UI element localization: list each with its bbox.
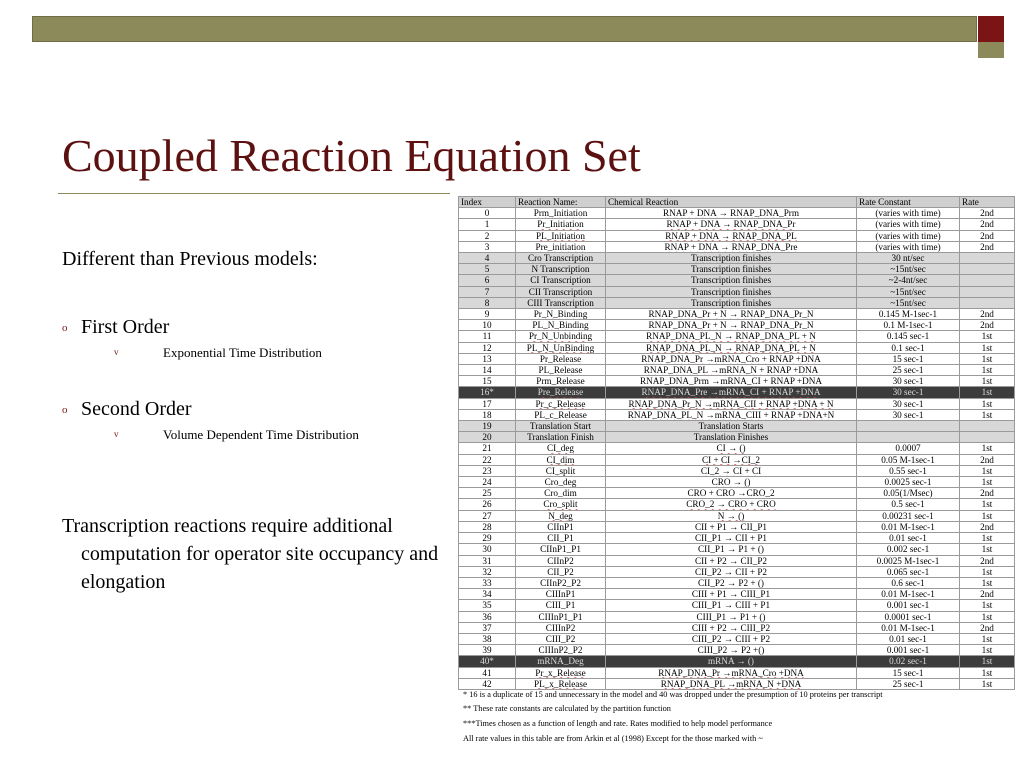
sub-bullet-volume: Volume Dependent Time Distribution	[163, 427, 359, 442]
transcription-paragraph: Transcription reactions require additional computation for operator site occupancy and elongation	[62, 515, 439, 593]
cell-reaction-name: PL_Initiation	[516, 230, 606, 241]
cell-reaction-name: CI_dim	[516, 454, 606, 465]
cell-reaction-name: N Transcription	[516, 264, 606, 275]
cell-reaction-name: Pr_x_Release	[516, 667, 606, 678]
cell-index: 33	[459, 577, 516, 588]
cell-rate-constant: 0.05(1/Msec)	[857, 488, 960, 499]
cell-rate-order: 1st	[960, 577, 1015, 588]
reaction-table-container	[458, 196, 1014, 690]
cell-index: 30	[459, 544, 516, 555]
cell-index: 18	[459, 409, 516, 420]
cell-index: 24	[459, 477, 516, 488]
cell-chemical-reaction: RNAP_DNA_Pr →mRNA_Cro +DNA	[606, 667, 857, 678]
cell-rate-constant: 25 sec-1	[857, 365, 960, 376]
cell-index: 2	[459, 230, 516, 241]
table-row	[459, 499, 1015, 510]
cell-chemical-reaction: CIII + P1 → CIII_P1	[606, 589, 857, 600]
cell-rate-order: 1st	[960, 477, 1015, 488]
cell-chemical-reaction: N → ()	[606, 510, 857, 521]
cell-rate-order: 1st	[960, 510, 1015, 521]
cell-rate-order	[960, 432, 1015, 443]
table-row	[459, 342, 1015, 353]
cell-rate-constant	[857, 432, 960, 443]
cell-rate-constant: 30 sec-1	[857, 398, 960, 409]
cell-reaction-name: Prm_Release	[516, 376, 606, 387]
cell-reaction-name: PL_N_UnBinding	[516, 342, 606, 353]
header-chemical-reaction: Chemical Reaction	[606, 197, 857, 208]
cell-rate-order: 1st	[960, 331, 1015, 342]
cell-index: 32	[459, 566, 516, 577]
cell-index: 36	[459, 611, 516, 622]
cell-index: 12	[459, 342, 516, 353]
table-body	[459, 208, 1015, 690]
cell-chemical-reaction: Transcription finishes	[606, 286, 857, 297]
cell-index: 20	[459, 432, 516, 443]
table-row	[459, 409, 1015, 420]
cell-index: 0	[459, 208, 516, 219]
cell-rate-order	[960, 264, 1015, 275]
cell-rate-order: 2nd	[960, 555, 1015, 566]
cell-index: 15	[459, 376, 516, 387]
cell-index: 25	[459, 488, 516, 499]
cell-index: 3	[459, 241, 516, 252]
cell-reaction-name: CIInP1_P1	[516, 544, 606, 555]
cell-index: 38	[459, 633, 516, 644]
cell-rate-constant: ~15nt/sec	[857, 297, 960, 308]
table-row	[459, 387, 1015, 398]
cell-index: 14	[459, 365, 516, 376]
cell-index: 40*	[459, 656, 516, 667]
cell-reaction-name: CI_deg	[516, 443, 606, 454]
table-row	[459, 645, 1015, 656]
cell-index: 42	[459, 678, 516, 689]
cell-reaction-name: Cro_dim	[516, 488, 606, 499]
cell-reaction-name: Translation Start	[516, 421, 606, 432]
cell-reaction-name: Pre_Release	[516, 387, 606, 398]
cell-rate-constant	[857, 421, 960, 432]
cell-index: 8	[459, 297, 516, 308]
cell-reaction-name: PL_Release	[516, 365, 606, 376]
cell-rate-order: 1st	[960, 409, 1015, 420]
cell-chemical-reaction: Translation Finishes	[606, 432, 857, 443]
cell-chemical-reaction: CIII + P2 → CIII_P2	[606, 622, 857, 633]
cell-chemical-reaction: RNAP + DNA → RNAP_DNA_Pre	[606, 241, 857, 252]
cell-rate-order: 2nd	[960, 230, 1015, 241]
cell-reaction-name: N_deg	[516, 510, 606, 521]
table-row	[459, 521, 1015, 532]
cell-chemical-reaction: Transcription finishes	[606, 297, 857, 308]
table-row	[459, 320, 1015, 331]
cell-index: 26	[459, 499, 516, 510]
cell-reaction-name: Pr_c_Release	[516, 398, 606, 409]
cell-reaction-name: CII_P2	[516, 566, 606, 577]
cell-rate-order	[960, 421, 1015, 432]
cell-reaction-name: CI Transcription	[516, 275, 606, 286]
cell-rate-constant: 0.55 sec-1	[857, 465, 960, 476]
cell-reaction-name: CII_P1	[516, 533, 606, 544]
table-row	[459, 443, 1015, 454]
cell-chemical-reaction: RNAP_DNA_Pr →mRNA_Cro + RNAP +DNA	[606, 353, 857, 364]
cell-chemical-reaction: RNAP + DNA → RNAP_DNA_PL	[606, 230, 857, 241]
cell-rate-order: 1st	[960, 376, 1015, 387]
cell-rate-order	[960, 275, 1015, 286]
table-row	[459, 477, 1015, 488]
cell-rate-constant: 25 sec-1	[857, 678, 960, 689]
sub-bullet-marker: v	[114, 429, 119, 439]
header-reaction-name: Reaction Name:	[516, 197, 606, 208]
cell-rate-order: 2nd	[960, 309, 1015, 320]
cell-rate-constant: 0.002 sec-1	[857, 544, 960, 555]
cell-chemical-reaction: CRO + CRO →CRO_2	[606, 488, 857, 499]
cell-rate-order: 2nd	[960, 488, 1015, 499]
cell-reaction-name: Translation Finish	[516, 432, 606, 443]
cell-rate-order: 1st	[960, 499, 1015, 510]
cell-rate-constant: 0.01 M-1sec-1	[857, 589, 960, 600]
cell-rate-constant: 30 nt/sec	[857, 253, 960, 264]
cell-chemical-reaction: CII + P1 → CII_P1	[606, 521, 857, 532]
table-row	[459, 253, 1015, 264]
cell-rate-order: 2nd	[960, 622, 1015, 633]
cell-index: 16*	[459, 387, 516, 398]
cell-index: 34	[459, 589, 516, 600]
table-row	[459, 633, 1015, 644]
table-row	[459, 544, 1015, 555]
cell-index: 11	[459, 331, 516, 342]
cell-index: 19	[459, 421, 516, 432]
footnote-2: ** These rate constants are calculated by the partition function	[463, 704, 671, 713]
table-row	[459, 241, 1015, 252]
cell-reaction-name: Pre_initiation	[516, 241, 606, 252]
table-row	[459, 600, 1015, 611]
cell-index: 41	[459, 667, 516, 678]
cell-rate-order	[960, 253, 1015, 264]
cell-rate-constant: (varies with time)	[857, 219, 960, 230]
table-row	[459, 611, 1015, 622]
table-row	[459, 264, 1015, 275]
table-header-row	[459, 197, 1015, 208]
cell-index: 9	[459, 309, 516, 320]
cell-rate-constant: 0.001 sec-1	[857, 645, 960, 656]
cell-chemical-reaction: RNAP_DNA_PL_N → RNAP_DNA_PL + N	[606, 342, 857, 353]
cell-index: 31	[459, 555, 516, 566]
table-row	[459, 533, 1015, 544]
cell-reaction-name: CII Transcription	[516, 286, 606, 297]
cell-rate-constant: 30 sec-1	[857, 409, 960, 420]
cell-rate-constant: (varies with time)	[857, 230, 960, 241]
cell-rate-constant: 0.01 M-1sec-1	[857, 622, 960, 633]
bullet-second-order: Second Order	[81, 398, 192, 420]
cell-index: 28	[459, 521, 516, 532]
cell-index: 27	[459, 510, 516, 521]
cell-chemical-reaction: CIII_P1 → P1 + ()	[606, 611, 857, 622]
cell-index: 4	[459, 253, 516, 264]
cell-rate-order: 1st	[960, 656, 1015, 667]
cell-rate-order: 1st	[960, 398, 1015, 409]
cell-index: 22	[459, 454, 516, 465]
cell-reaction-name: CIII Transcription	[516, 297, 606, 308]
table-row	[459, 678, 1015, 689]
cell-chemical-reaction: CII_P1 → CII + P1	[606, 533, 857, 544]
cell-index: 37	[459, 622, 516, 633]
table-row	[459, 230, 1015, 241]
cell-rate-constant: 0.02 sec-1	[857, 656, 960, 667]
cell-rate-constant: 0.0001 sec-1	[857, 611, 960, 622]
cell-chemical-reaction: CIII_P2 → P2 +()	[606, 645, 857, 656]
cell-rate-constant: ~15nt/sec	[857, 286, 960, 297]
top-decorative-bar	[32, 16, 977, 42]
table-row	[459, 219, 1015, 230]
cell-chemical-reaction: RNAP_DNA_Pre →mRNA_CI + RNAP +DNA	[606, 387, 857, 398]
cell-index: 35	[459, 600, 516, 611]
cell-chemical-reaction: RNAP + DNA → RNAP_DNA_Prm	[606, 208, 857, 219]
title-underline	[58, 193, 450, 194]
cell-chemical-reaction: Translation Starts	[606, 421, 857, 432]
slide-title: Coupled Reaction Equation Set	[62, 130, 641, 181]
cell-index: 6	[459, 275, 516, 286]
cell-reaction-name: Prm_Initiation	[516, 208, 606, 219]
cell-chemical-reaction: CRO → ()	[606, 477, 857, 488]
cell-chemical-reaction: RNAP_DNA_Pr_N →mRNA_CII + RNAP +DNA + N	[606, 398, 857, 409]
cell-rate-order: 1st	[960, 465, 1015, 476]
cell-rate-constant: 0.145 M-1sec-1	[857, 309, 960, 320]
table-row	[459, 286, 1015, 297]
cell-index: 10	[459, 320, 516, 331]
cell-index: 7	[459, 286, 516, 297]
cell-rate-order: 1st	[960, 533, 1015, 544]
cell-rate-order: 1st	[960, 443, 1015, 454]
cell-reaction-name: CIIInP2	[516, 622, 606, 633]
cell-rate-constant: 15 sec-1	[857, 667, 960, 678]
cell-reaction-name: PL_x_Release	[516, 678, 606, 689]
cell-rate-order: 1st	[960, 633, 1015, 644]
cell-index: 23	[459, 465, 516, 476]
cell-reaction-name: Cro_deg	[516, 477, 606, 488]
cell-rate-constant: 0.01 sec-1	[857, 533, 960, 544]
cell-rate-constant: 0.0025 sec-1	[857, 477, 960, 488]
cell-rate-constant: 30 sec-1	[857, 387, 960, 398]
cell-index: 13	[459, 353, 516, 364]
cell-rate-order: 2nd	[960, 320, 1015, 331]
cell-chemical-reaction: CI + CI →CI_2	[606, 454, 857, 465]
cell-reaction-name: CIInP2	[516, 555, 606, 566]
cell-rate-constant: 0.01 sec-1	[857, 633, 960, 644]
table-row	[459, 555, 1015, 566]
cell-rate-order: 1st	[960, 611, 1015, 622]
cell-rate-constant: 15 sec-1	[857, 353, 960, 364]
cell-rate-order: 2nd	[960, 521, 1015, 532]
cell-reaction-name: Pr_N_Binding	[516, 309, 606, 320]
cell-chemical-reaction: RNAP_DNA_Pr + N → RNAP_DNA_Pr_N	[606, 320, 857, 331]
cell-rate-constant: (varies with time)	[857, 208, 960, 219]
table-row	[459, 432, 1015, 443]
cell-rate-constant: 0.1 M-1sec-1	[857, 320, 960, 331]
cell-rate-constant: 0.05 M-1sec-1	[857, 454, 960, 465]
cell-rate-constant: 0.01 M-1sec-1	[857, 521, 960, 532]
cell-chemical-reaction: Transcription finishes	[606, 264, 857, 275]
cell-chemical-reaction: RNAP_DNA_Prm →mRNA_CI + RNAP +DNA	[606, 376, 857, 387]
table-row	[459, 208, 1015, 219]
cell-chemical-reaction: CI → ()	[606, 443, 857, 454]
sub-bullet-marker: v	[114, 347, 119, 357]
table-row	[459, 488, 1015, 499]
corner-square-olive	[978, 42, 1004, 58]
bullet-first-order: First Order	[81, 316, 170, 338]
cell-reaction-name: PL_N_Binding	[516, 320, 606, 331]
cell-reaction-name: CIIInP1	[516, 589, 606, 600]
cell-rate-constant: 0.0025 M-1sec-1	[857, 555, 960, 566]
header-index: Index	[459, 197, 516, 208]
cell-reaction-name: Pr_Release	[516, 353, 606, 364]
table-row	[459, 656, 1015, 667]
cell-rate-constant: 0.145 sec-1	[857, 331, 960, 342]
cell-rate-constant: 0.6 sec-1	[857, 577, 960, 588]
cell-reaction-name: Cro Transcription	[516, 253, 606, 264]
cell-rate-constant: 0.00231 sec-1	[857, 510, 960, 521]
cell-chemical-reaction: RNAP_DNA_PL →mRNA_N + RNAP +DNA	[606, 365, 857, 376]
table-row	[459, 275, 1015, 286]
cell-index: 17	[459, 398, 516, 409]
cell-index: 39	[459, 645, 516, 656]
cell-rate-constant: 0.0007	[857, 443, 960, 454]
table-row	[459, 589, 1015, 600]
cell-chemical-reaction: RNAP_DNA_PL →mRNA_N +DNA	[606, 678, 857, 689]
table-row	[459, 566, 1015, 577]
cell-rate-order: 1st	[960, 353, 1015, 364]
cell-reaction-name: CI_split	[516, 465, 606, 476]
cell-index: 1	[459, 219, 516, 230]
table-row	[459, 454, 1015, 465]
cell-index: 5	[459, 264, 516, 275]
table-row	[459, 331, 1015, 342]
cell-chemical-reaction: Transcription finishes	[606, 253, 857, 264]
intro-text: Different than Previous models:	[62, 248, 318, 270]
table-row	[459, 376, 1015, 387]
footnote-3: ***Times chosen as a function of length and rate. Rates modified to help model performance	[463, 719, 773, 728]
cell-rate-constant: 0.5 sec-1	[857, 499, 960, 510]
cell-reaction-name: mRNA_Deg	[516, 656, 606, 667]
table-row	[459, 297, 1015, 308]
cell-reaction-name: CIIInP1_P1	[516, 611, 606, 622]
cell-rate-order: 1st	[960, 645, 1015, 656]
cell-rate-order: 2nd	[960, 454, 1015, 465]
cell-rate-constant: ~15nt/sec	[857, 264, 960, 275]
cell-rate-order: 2nd	[960, 208, 1015, 219]
cell-rate-order: 1st	[960, 387, 1015, 398]
table-row	[459, 667, 1015, 678]
cell-rate-constant: ~2-4nt/sec	[857, 275, 960, 286]
cell-reaction-name: Cro_split	[516, 499, 606, 510]
cell-rate-order: 1st	[960, 544, 1015, 555]
cell-reaction-name: Pr_Initiation	[516, 219, 606, 230]
cell-chemical-reaction: CIII_P1 → CIII + P1	[606, 600, 857, 611]
cell-chemical-reaction: CRO_2 → CRO + CRO	[606, 499, 857, 510]
cell-chemical-reaction: CII + P2 → CII_P2	[606, 555, 857, 566]
cell-rate-order: 1st	[960, 600, 1015, 611]
cell-rate-order: 1st	[960, 365, 1015, 376]
table-row	[459, 510, 1015, 521]
cell-rate-order	[960, 297, 1015, 308]
cell-rate-order: 1st	[960, 342, 1015, 353]
cell-reaction-name: CIII_P1	[516, 600, 606, 611]
table-row	[459, 622, 1015, 633]
corner-square-dark	[978, 16, 1004, 42]
cell-rate-order: 1st	[960, 667, 1015, 678]
cell-rate-constant: 0.1 sec-1	[857, 342, 960, 353]
footnote-4: All rate values in this table are from Arkin et al (1998) Except for the those marked with ~	[463, 734, 763, 743]
sub-bullet-exponential: Exponential Time Distribution	[163, 345, 322, 360]
table-row	[459, 577, 1015, 588]
cell-rate-order: 2nd	[960, 589, 1015, 600]
table-row	[459, 353, 1015, 364]
cell-chemical-reaction: Transcription finishes	[606, 275, 857, 286]
cell-chemical-reaction: CII_P1 → P1 + ()	[606, 544, 857, 555]
table-row	[459, 398, 1015, 409]
cell-reaction-name: PL_c_Release	[516, 409, 606, 420]
cell-rate-order: 1st	[960, 566, 1015, 577]
cell-chemical-reaction: CIII_P2 → CIII + P2	[606, 633, 857, 644]
header-rate-constant: Rate Constant	[857, 197, 960, 208]
cell-chemical-reaction: CII_P2 → CII + P2	[606, 566, 857, 577]
cell-rate-order: 1st	[960, 678, 1015, 689]
cell-rate-order: 2nd	[960, 241, 1015, 252]
table-row	[459, 365, 1015, 376]
table-row	[459, 421, 1015, 432]
table-row	[459, 465, 1015, 476]
bullet-marker: o	[62, 404, 68, 416]
cell-chemical-reaction: RNAP_DNA_Pr + N → RNAP_DNA_Pr_N	[606, 309, 857, 320]
header-rate: Rate	[960, 197, 1015, 208]
cell-chemical-reaction: RNAP_DNA_PL_N →mRNA_CIII + RNAP +DNA+N	[606, 409, 857, 420]
cell-reaction-name: Pr_N_Unbinding	[516, 331, 606, 342]
cell-chemical-reaction: mRNA → ()	[606, 656, 857, 667]
cell-chemical-reaction: CII_P2 → P2 + ()	[606, 577, 857, 588]
footnote-1: * 16 is a duplicate of 15 and unnecessary in the model and 40 was dropped under the presumption of 10 proteins per transcript	[463, 690, 883, 699]
cell-chemical-reaction: CI_2 → CI + CI	[606, 465, 857, 476]
table-row	[459, 309, 1015, 320]
cell-chemical-reaction: RNAP + DNA → RNAP_DNA_Pr	[606, 219, 857, 230]
reaction-table	[458, 196, 1015, 690]
cell-rate-order	[960, 286, 1015, 297]
cell-rate-constant: 0.001 sec-1	[857, 600, 960, 611]
cell-index: 29	[459, 533, 516, 544]
cell-reaction-name: CIII_P2	[516, 633, 606, 644]
cell-rate-constant: 0.065 sec-1	[857, 566, 960, 577]
cell-reaction-name: CIInP1	[516, 521, 606, 532]
cell-reaction-name: CIInP2_P2	[516, 577, 606, 588]
cell-rate-order: 2nd	[960, 219, 1015, 230]
cell-rate-constant: (varies with time)	[857, 241, 960, 252]
cell-reaction-name: CIIInP2_P2	[516, 645, 606, 656]
cell-index: 21	[459, 443, 516, 454]
cell-chemical-reaction: RNAP_DNA_PL_N → RNAP_DNA_PL + N	[606, 331, 857, 342]
bullet-marker: o	[62, 322, 68, 334]
cell-rate-constant: 30 sec-1	[857, 376, 960, 387]
